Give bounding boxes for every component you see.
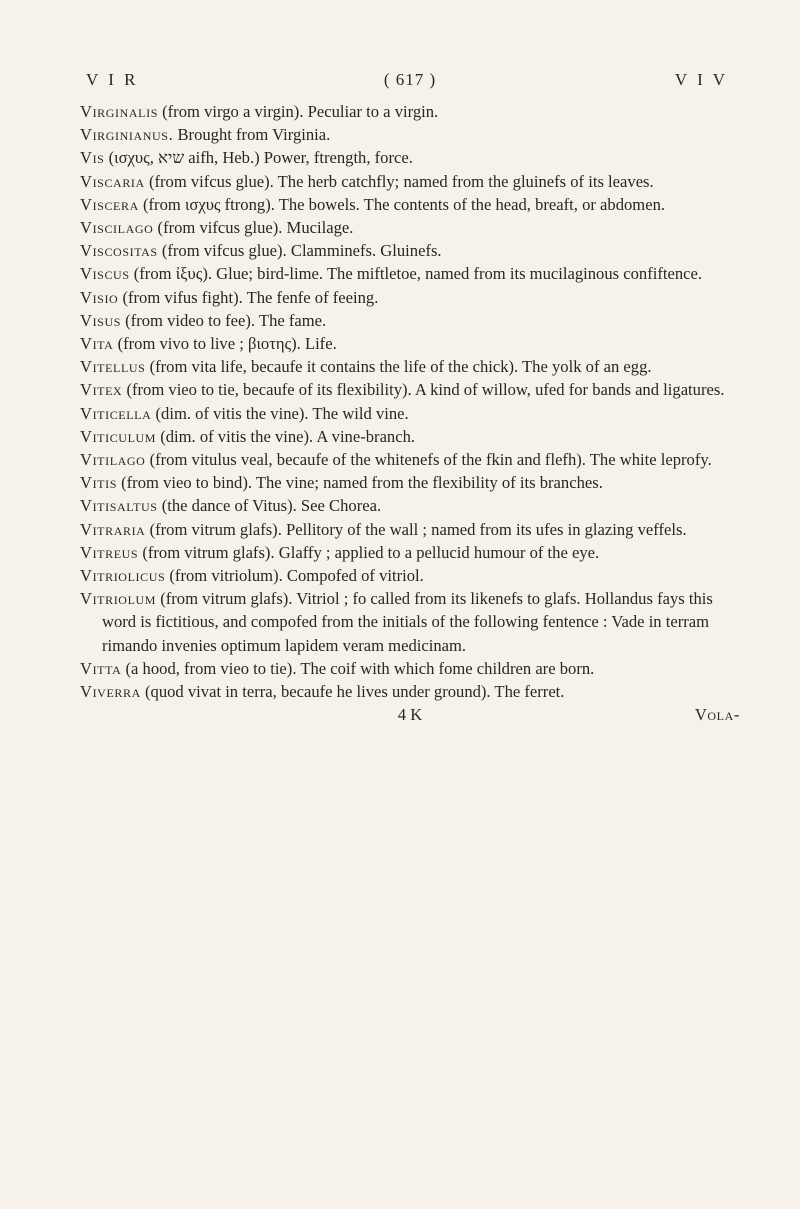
dictionary-entry <box>80 286 740 309</box>
entry-definition: (from vivo to live ; βιοτης). Life. <box>113 334 337 354</box>
dictionary-entry <box>80 680 740 703</box>
entry-headword: Viscus <box>80 264 130 284</box>
entry-definition: (the dance of Vitus). See Chorea. <box>157 496 382 516</box>
dictionary-entry <box>80 100 740 123</box>
dictionary-entry <box>80 518 740 541</box>
dictionary-entries <box>80 100 740 703</box>
entry-definition: (from virgo a virgin). Peculiar to a virgin. <box>157 102 439 121</box>
dictionary-entry <box>80 216 740 239</box>
entry-definition: (from vitulus veal, becaufe of the whitenefs of the fkin and flefh). The white leprofy. <box>145 450 712 470</box>
dictionary-entry <box>80 123 740 146</box>
entry-definition: (from vitriolum). Compofed of vitriol. <box>165 566 424 586</box>
entry-headword: Vitriolum <box>80 589 157 609</box>
entry-headword: Viscositas <box>80 241 158 261</box>
entry-definition: (from video to fee). The fame. <box>121 310 327 330</box>
signature-mark: 4 K <box>397 705 423 725</box>
entry-headword: Viscera <box>80 194 139 214</box>
dictionary-entry <box>80 657 740 680</box>
entry-headword: Viscaria <box>80 171 145 191</box>
entry-headword: Vitisaltus <box>80 496 158 516</box>
entry-definition: (from vitrum glafs). Vitriol ; fo called from its likenefs to glafs. Hollandus fays this word is fictitious, and compofed from the initials of the following fentence : Vade in terram rimando invenies optimum lapidem veram medicinam. <box>102 589 713 655</box>
entry-headword: Vitriolicus <box>80 566 166 586</box>
entry-headword: Viticella <box>80 403 152 423</box>
entry-headword: Visus <box>80 310 121 330</box>
entry-headword: Vitta <box>80 658 122 678</box>
entry-definition: (dim. of vitis the vine). A vine-branch. <box>156 426 416 446</box>
entry-headword: Vitraria <box>80 519 146 539</box>
dictionary-entry <box>80 448 740 471</box>
entry-headword: Vitreus <box>80 542 139 562</box>
dictionary-entry <box>80 355 740 378</box>
running-header <box>80 70 740 96</box>
entry-definition: (a hood, from vieo to tie). The coif with which fome children are born. <box>121 658 595 678</box>
header-left: V I R <box>86 70 139 89</box>
entry-definition: (from vitrum glafs). Pellitory of the wall ; named from its ufes in glazing veffels. <box>145 519 687 539</box>
entry-headword: Viticulum <box>80 426 157 446</box>
entry-definition: (from vieo to bind). The vine; named from the flexibility of its branches. <box>116 473 603 493</box>
entry-headword: Vitilago <box>80 450 146 470</box>
dictionary-entry <box>80 170 740 193</box>
dictionary-entry <box>80 587 740 657</box>
dictionary-entry <box>80 309 740 332</box>
page-number: ( 617 ) <box>383 70 437 89</box>
dictionary-entry <box>80 541 740 564</box>
entry-definition: (from vieo to tie, becaufe of its flexibility). A kind of willow, ufed for bands and ligatures. <box>122 380 725 400</box>
entry-definition: (from vifcus glue). Clamminefs. Gluinefs. <box>157 241 442 261</box>
dictionary-entry <box>80 378 740 401</box>
dictionary-entry <box>80 471 740 494</box>
entry-definition: (dim. of vitis the vine). The wild vine. <box>151 403 409 423</box>
dictionary-entry <box>80 425 740 448</box>
entry-definition: Brought from Virginia. <box>173 125 331 145</box>
entry-definition: (from vita life, becaufe it contains the life of the chick). The yolk of an egg. <box>145 357 652 377</box>
entry-definition: (from vifus fight). The fenfe of feeing. <box>118 287 379 307</box>
entry-headword: Viverra <box>80 682 141 702</box>
dictionary-entry <box>80 262 740 285</box>
entry-headword: Vitis <box>80 473 117 493</box>
dictionary-entry <box>80 239 740 262</box>
entry-definition: (quod vivat in terra, becaufe he lives under ground). The ferret. <box>140 682 565 702</box>
entry-definition: (from ισχυς ftrong). The bowels. The contents of the head, breaft, or abdomen. <box>138 194 666 214</box>
page-footer <box>80 705 740 731</box>
dictionary-entry <box>80 402 740 425</box>
header-right: V I V <box>674 70 728 89</box>
entry-headword: Vitellus <box>80 357 146 377</box>
entry-definition: (from vifcus glue). Mucilage. <box>153 218 354 238</box>
catchword: Vola- <box>694 705 740 725</box>
entry-headword: Vis <box>80 148 105 168</box>
entry-headword: Vitex <box>80 380 123 400</box>
entry-headword: Visio <box>80 287 119 307</box>
dictionary-entry <box>80 146 740 169</box>
entry-headword: Virginalis <box>80 102 158 121</box>
dictionary-entry <box>80 494 740 517</box>
entry-definition: (ισχυς, שיא aifh, Heb.) Power, ftrength, force. <box>104 148 413 168</box>
dictionary-entry <box>80 193 740 216</box>
dictionary-entry <box>80 332 740 355</box>
entry-headword: Viscilago <box>80 218 154 238</box>
page <box>80 70 740 731</box>
entry-definition: (from ἰξυς). Glue; bird-lime. The miftletoe, named from its mucilaginous confiftence. <box>129 264 703 284</box>
dictionary-entry <box>80 564 740 587</box>
entry-headword: Vita <box>80 334 114 354</box>
entry-definition: (from vitrum glafs). Glaffy ; applied to a pellucid humour of the eye. <box>138 542 600 562</box>
entry-definition: (from vifcus glue). The herb catchfly; named from the gluinefs of its leaves. <box>144 171 654 191</box>
entry-headword: Virginianus. <box>80 125 174 145</box>
